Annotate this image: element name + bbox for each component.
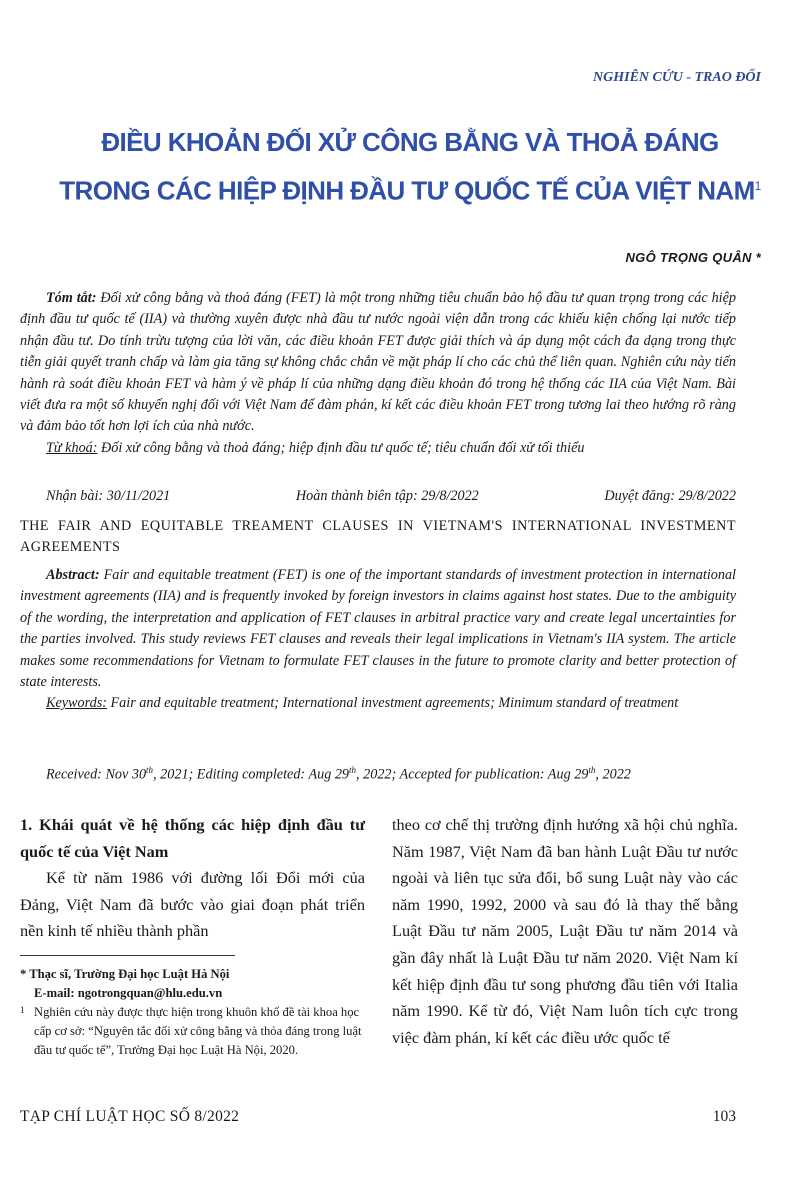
section-tag: NGHIÊN CỨU - TRAO ĐỔI (593, 70, 761, 85)
footnote-affiliation: * Thạc sĩ, Trường Đại học Luật Hà Nội (20, 967, 230, 981)
keywords-vi-label: Từ khoá: (46, 439, 98, 456)
english-title: THE FAIR AND EQUITABLE TREAMENT CLAUSES IN VIETNAM'S INTERNATIONAL INVESTMENT AGREEMENTS (20, 518, 736, 555)
abstract-english (20, 565, 736, 715)
title-footnote-mark: 1 (754, 179, 761, 193)
body-column-right (392, 812, 738, 1051)
keywords-en-label: Keywords: (46, 695, 107, 712)
abstract-vi-text: Đối xử công bằng và thoả đáng (FET) là một trong những tiêu chuẩn bảo hộ đầu tư quan trọng trong các hiệp định đầu tư quốc tế (IIA) và thường xuyên được nhà đầu tư nước ngoài viện dẫn trong các khiếu kiện chống lại nước tiếp nhận đầu tư. Do tính trừu tượng của lời văn, các điều khoản FET được giải thích và áp dụng một cách đa dạng trong thực tiễn giải quyết tranh chấp và làm gia tăng sự không chắc chắn về mặt pháp lí cho các chủ thể liên quan. Nghiên cứu này tiến hành rà soát điều khoản FET và hàm ý về pháp lí của những dạng điều khoản đó trong hệ thống các IIA của Việt Nam. Bài viết đưa ra một số khuyến nghị đối với Việt Nam để đàm phán, kí kết các điều khoản FET trong tương lai theo hướng rõ ràng và đảm bảo tốt hơn lợi ích của nhà nước. (20, 290, 737, 435)
abstract-en-text: Fair and equitable treatment (FET) is one of the important standards of investment protection in international investment agreements (IIA) and is frequently invoked by foreign investors in claims against host states. Due to the ambiguity of the wording, the interpretation and application of FET clauses in arbitral practice vary and create legal uncertainties for the parties involved. This study reviews FET clauses and reveals their legal implications in Vietnam's IIA system. The article makes some recommendations for Vietnam to formulate FET clauses in the future to promote clarity and better protection of state interests. (20, 567, 736, 691)
date-accepted-vi: Duyệt đăng: 29/8/2022 (604, 488, 736, 504)
title-line-2 (40, 164, 780, 213)
received-en: Received: Nov 30 (46, 766, 147, 783)
title-line-1: ĐIỀU KHOẢN ĐỐI XỬ CÔNG BẰNG VÀ THOẢ ĐÁNG (101, 127, 719, 157)
abstract-vi-paragraph (20, 288, 736, 438)
footnotes (20, 965, 365, 1060)
dates-english (46, 765, 736, 784)
date-editing-vi: Hoàn thành biên tập: 29/8/2022 (295, 488, 479, 504)
keywords-en-text: Fair and equitable treatment; International investment agreements; Minimum standard of treatment (110, 695, 679, 712)
keywords-vi-paragraph (20, 438, 736, 459)
editing-en: , 2021; Editing completed: Aug 29 (153, 766, 350, 783)
article-title (40, 120, 780, 213)
footnote-1-mark: 1 (20, 1005, 25, 1015)
dates-vietnamese (46, 488, 736, 505)
author-name: NGÔ TRỌNG QUÂN * (625, 250, 761, 265)
abstract-vietnamese (20, 288, 736, 459)
footnote-1 (20, 1003, 365, 1060)
section-heading: 1. Khái quát về hệ thống các hiệp định đầu tư quốc tế của Việt Nam (20, 815, 365, 861)
keywords-en-paragraph (20, 693, 736, 714)
abstract-vi-label: Tóm tắt: (46, 290, 97, 306)
page-number: 103 (712, 1108, 736, 1125)
accepted-en-year: , 2022 (595, 766, 631, 783)
abstract-en-label: Abstract: (46, 567, 100, 583)
footnote-email: E-mail: ngotrongquan@hlu.edu.vn (34, 986, 223, 1000)
title-line-2-text: TRONG CÁC HIỆP ĐỊNH ĐẦU TƯ QUỐC TẾ CỦA VIỆT NAM (59, 175, 755, 206)
abstract-en-paragraph (20, 565, 736, 693)
accepted-en-sup: th (588, 765, 596, 775)
editing-en-sup: th (349, 765, 357, 775)
body-column-left (20, 812, 365, 945)
journal-name: TẠP CHÍ LUẬT HỌC SỐ 8/2022 (20, 1108, 240, 1125)
received-en-sup: th (146, 765, 154, 775)
date-received-vi: Nhận bài: 30/11/2021 (46, 488, 171, 504)
body-paragraph-left: Kể từ năm 1986 với đường lối Đổi mới của Đảng, Việt Nam đã bước vào giai đoạn phát triển nền kinh tế nhiều thành phần (20, 868, 365, 941)
body-paragraph-right: theo cơ chế thị trường định hướng xã hội chủ nghĩa. Năm 1987, Việt Nam đã ban hành Luật Đầu tư nước ngoài và liên tục sửa đổi, bổ sung Luật này vào các năm 1990, 1992, 2000 và sau đó là thay thế bằng Luật Đầu tư năm 2005, Luật Đầu tư năm 2014 và gần đây nhất là Luật Đầu tư năm 2020. Việt Nam kí kết hiệp định đầu tư song phương đầu tiên với Italia năm 1990. Kể từ đó, Việt Nam luôn tích cực trong việc đàm phán, kí kết các điều ước quốc tế (392, 815, 738, 1047)
footnote-divider (20, 955, 235, 956)
footnote-1-text: Nghiên cứu này được thực hiện trong khuôn khổ đề tài khoa học cấp cơ sở: “Nguyên tắc đối xử công bằng và thỏa đáng trong luật đầu tư quốc tế”, Trường Đại học Luật Hà Nội, 2020. (34, 1005, 362, 1057)
footnote-author (20, 965, 365, 1003)
keywords-vi-text: Đối xử công bằng và thoả đáng; hiệp định đầu tư quốc tế; tiêu chuẩn đối xử tối thiểu (101, 439, 585, 456)
accepted-en: , 2022; Accepted for publication: Aug 29 (356, 766, 589, 783)
